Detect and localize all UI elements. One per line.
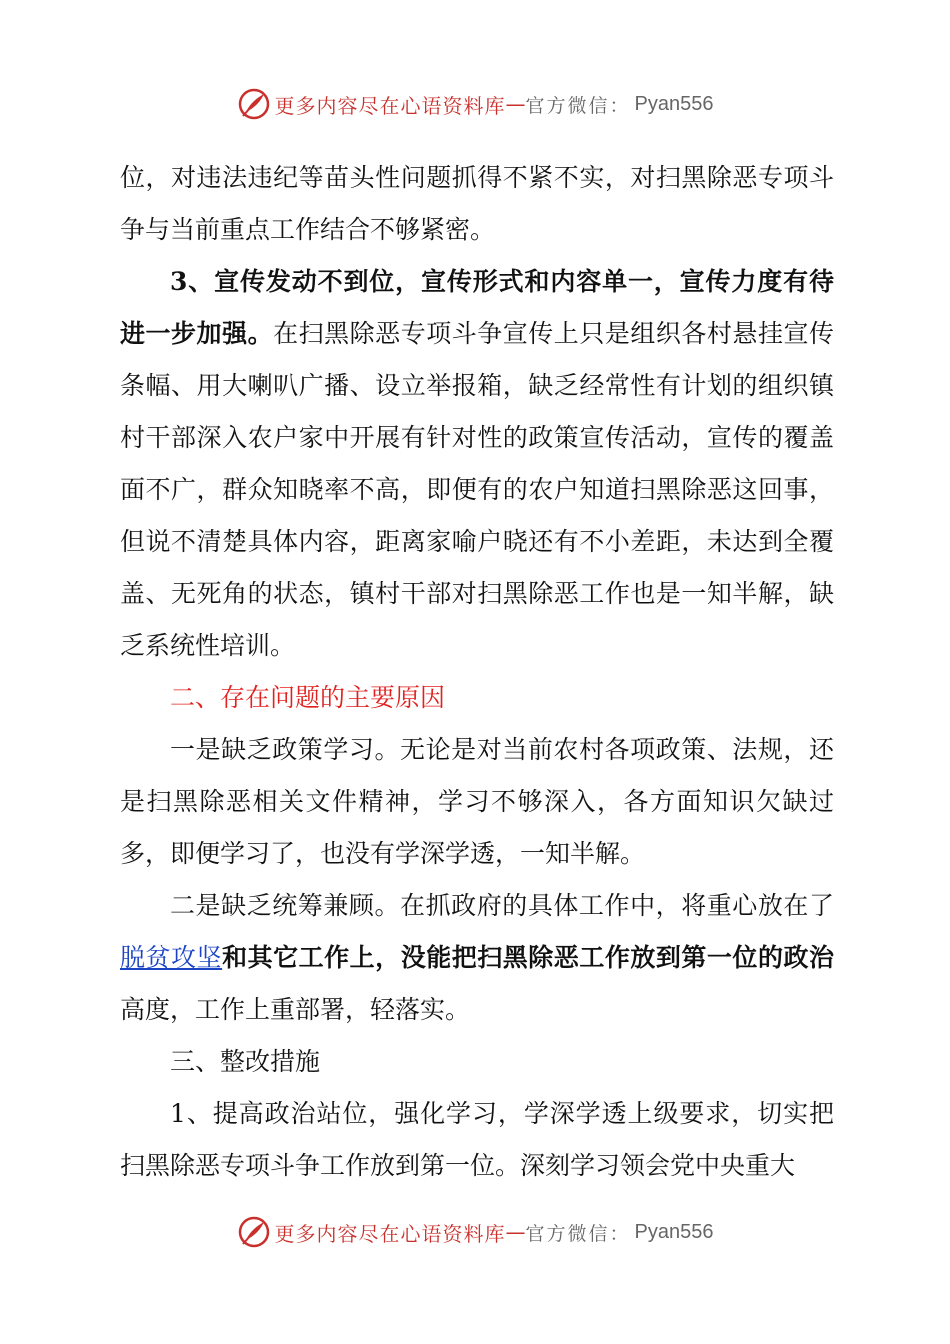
page-footer-watermark <box>0 1212 950 1252</box>
paragraph-3: 一是缺乏政策学习。无论是对当前农村各项政策、法规，还是扫黑除恶相关文件精神，学习不够深入，各方面知识欠缺过多，即便学习了，也没有学深学透，一知半解。 <box>120 735 834 868</box>
paragraph-4-bold: 和其它工作上，没能把扫黑除恶工作放到第一位的政治 <box>222 943 834 972</box>
watermark-official-label: 官方微信： <box>525 1222 631 1245</box>
paragraph-2-bold-lead: 3、宣传发动不到位，宣传形式和内容单一，宣传力度有待进一步加强。 <box>120 267 834 348</box>
paragraph-4-text-b: 高度，工作上重部署，轻落实。 <box>120 995 471 1024</box>
paragraph-5: 1、提高政治站位，强化学习，学深学透上级要求，切实把扫黑除恶专项斗争工作放到第一位。深刻学习领会党中央重大 <box>120 1099 834 1180</box>
paragraph-2 <box>120 256 834 672</box>
watermark-wechat-id: Pyan556 <box>634 92 714 115</box>
paragraph-1: 位，对违法违纪等苗头性问题抓得不紧不实，对扫黑除恶专项斗争与当前重点工作结合不够紧密。 <box>120 163 834 244</box>
quill-logo-icon <box>237 87 271 121</box>
paragraph-2-text: 在扫黑除恶专项斗争宣传上只是组织各村悬挂宣传条幅、用大喇叭广播、设立举报箱，缺乏经常性有计划的组织镇村干部深入农户家中开展有针对性的政策宣传活动，宣传的覆盖面不广，群众知晓率不高，即便有的农户知道扫黑除恶这回事，但说不清楚具体内容，距离家喻户晓还有不小差距，未达到全覆盖、无死角的状态，镇村干部对扫黑除恶工作也是一知半解，缺乏系统性培训。 <box>120 319 834 660</box>
page-header-watermark <box>0 84 950 124</box>
watermark-title: 更多内容尽在心语资料库 <box>274 1221 506 1246</box>
section-heading-2: 二、存在问题的主要原因 <box>170 683 446 712</box>
quill-logo-icon <box>237 1215 271 1249</box>
paragraph-4 <box>120 880 834 1036</box>
watermark-title: 更多内容尽在心语资料库 <box>274 93 506 118</box>
watermark-official-label: 官方微信： <box>525 94 631 117</box>
paragraph-4-text-a: 二是缺乏统筹兼顾。在抓政府的具体工作中，将重心放在了 <box>170 891 834 920</box>
watermark-wechat-id: Pyan556 <box>634 1220 714 1243</box>
watermark-dash: — <box>505 92 526 116</box>
watermark-dash: — <box>505 1220 526 1244</box>
section-heading-3: 三、整改措施 <box>170 1047 321 1076</box>
poverty-alleviation-link[interactable]: 脱贫攻坚 <box>120 943 223 972</box>
document-body <box>120 152 834 1192</box>
